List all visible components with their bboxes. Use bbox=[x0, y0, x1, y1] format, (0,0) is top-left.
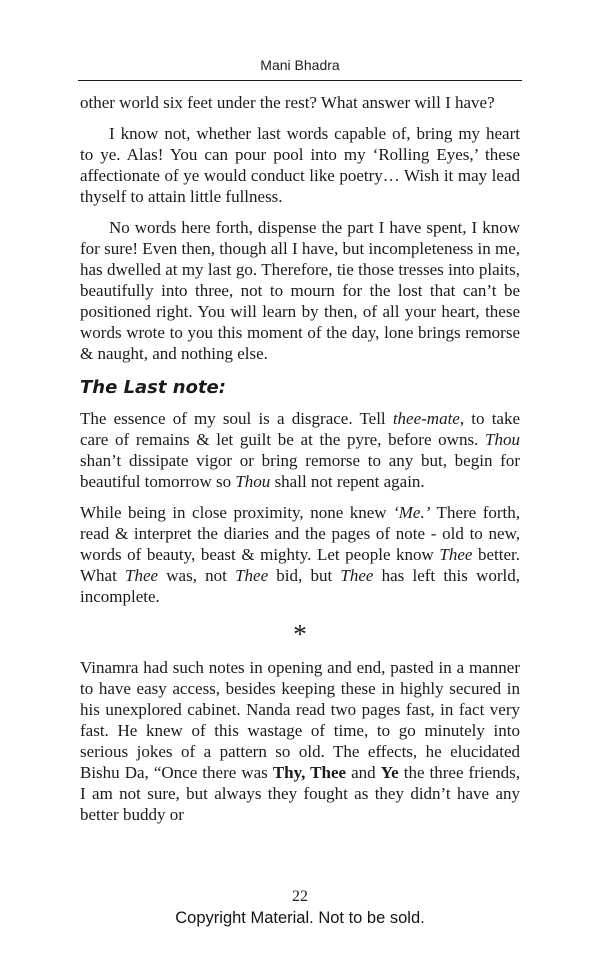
text-run: While being in close proximity, none knew bbox=[80, 503, 394, 522]
text-run: Vinamra had such notes in opening and end, pasted in a manner to have easy access, besides keeping these in highly secured in his unexplored cabinet. Nanda read two pages fast, in fact very fast. He knew of this wastage of time, to go minutely into serious jokes of a pattern so old. The effects, he elucidated Bishu Da, “Once there was bbox=[80, 658, 520, 782]
paragraph-i-know-not: I know not, whether last words capable of, bring my heart to ye. Alas! You can pour pool into my ‘Rolling Eyes,’ these affectionate of ye would conduct like poetry… Wish it may lead thyself to attain little fullness. bbox=[80, 124, 520, 206]
paragraph-proximity bbox=[80, 502, 520, 607]
running-title: Mani Bhadra bbox=[260, 57, 340, 73]
text-run: has left this world, incomplete. bbox=[80, 566, 520, 606]
section-heading-last-note: The Last note: bbox=[80, 377, 226, 398]
bold-run: Thy, Thee bbox=[272, 763, 347, 782]
text-run: shan’t dissipate vigor or bring remorse to any but, begin for beautiful tomorrow so bbox=[80, 451, 520, 491]
text-run: the three friends, I am not sure, but always they fought as they didn’t have any better buddy or bbox=[80, 763, 521, 824]
text-run: and bbox=[346, 763, 381, 782]
paragraph-essence bbox=[80, 408, 520, 492]
paragraph-vinamra bbox=[80, 657, 520, 825]
italic-run: ‘Me.’ bbox=[393, 503, 431, 522]
page-content bbox=[80, 92, 520, 835]
paragraph-continuation: other world six feet under the rest? What answer will I have? bbox=[80, 93, 495, 112]
text-run: The essence of my soul is a disgrace. Tell bbox=[80, 409, 393, 428]
page-number: 22 bbox=[292, 888, 308, 905]
text-run: bid, but bbox=[268, 566, 341, 585]
italic-run: Thee bbox=[340, 566, 374, 585]
text-run: , to take care of remains & let guilt be at the pyre, before owns. bbox=[80, 409, 521, 449]
italic-run: thee-mate bbox=[392, 409, 460, 428]
copyright-notice: Copyright Material. Not to be sold. bbox=[175, 909, 425, 927]
text-run: better. What bbox=[80, 545, 521, 585]
bold-run: Ye bbox=[380, 763, 399, 782]
italic-run: Thee bbox=[235, 566, 269, 585]
page-footer bbox=[0, 888, 600, 928]
italic-run: Thee bbox=[439, 545, 473, 564]
italic-run: Thou bbox=[235, 472, 271, 491]
asterisk-separator: * bbox=[293, 619, 307, 649]
header-rule bbox=[78, 80, 522, 81]
italic-run: Thee bbox=[125, 566, 159, 585]
text-run: shall not repent again. bbox=[270, 472, 425, 491]
text-run: was, not bbox=[158, 566, 236, 585]
text-run: There forth, read & interpret the diaries and the pages of note - old to new, words of beauty, beast & mighty. Let people know bbox=[80, 503, 520, 564]
italic-run: Thou bbox=[485, 430, 520, 449]
page-header bbox=[78, 0, 522, 81]
paragraph-no-words: No words here forth, dispense the part I have spent, I know for sure! Even then, though all I have, but incompleteness in me, has dwelled at my last go. Therefore, tie those tresses into plaits, beautifully into three, not to mourn for the lost that can’t be positioned right. You will learn by then, of all your heart, these words wrote to you this moment of the day, lone brings remorse & naught, and nothing else. bbox=[80, 218, 520, 363]
